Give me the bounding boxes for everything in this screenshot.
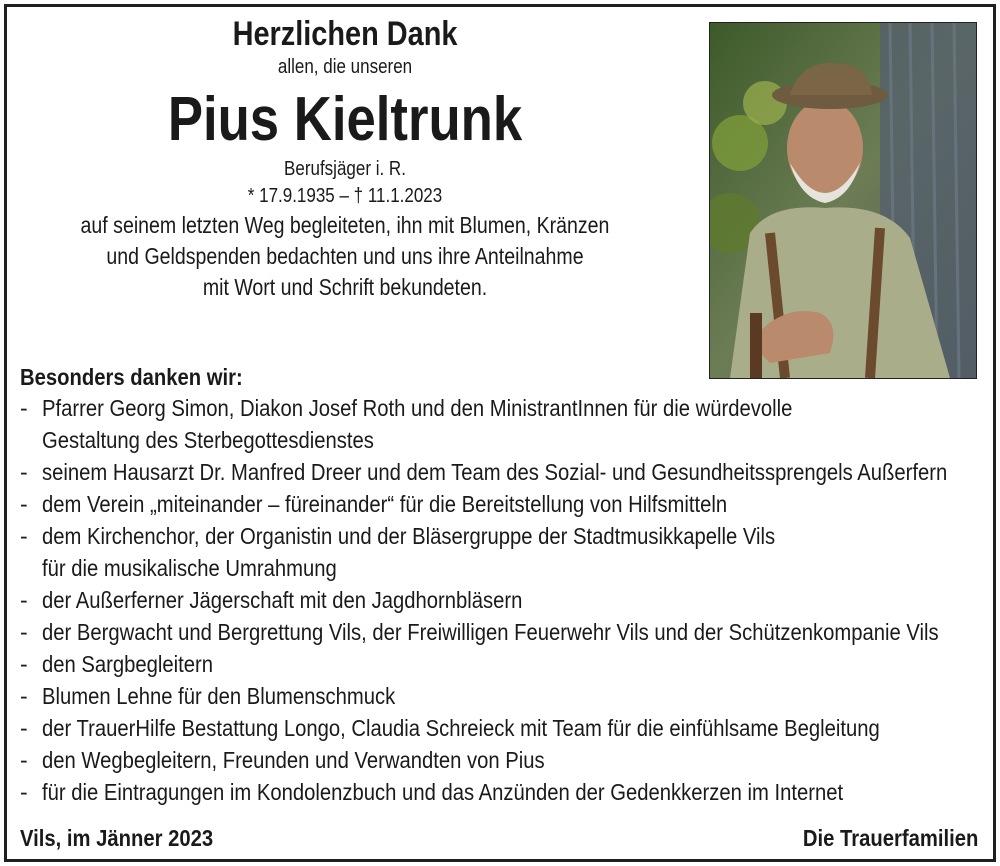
- list-item-text: [42, 648, 213, 680]
- occupation: Berufsjäger i. R.: [284, 158, 406, 180]
- list-dash: -: [20, 491, 28, 517]
- list-dash: -: [20, 651, 28, 677]
- list-dash: -: [20, 779, 28, 805]
- list-item-text: [42, 584, 522, 616]
- list-item-text: [42, 456, 947, 488]
- list-item-line: der TrauerHilfe Bestattung Longo, Claudia Schreieck mit Team für die einfühlsame Begleitung: [42, 715, 880, 741]
- list-item-line: den Wegbegleitern, Freunden und Verwandten von Pius: [42, 747, 545, 773]
- list-item-line: Gestaltung des Sterbegottesdienstes: [42, 427, 374, 453]
- list-item-text: [42, 744, 545, 776]
- list-item-text: [42, 776, 843, 808]
- signature-families: Die Trauerfamilien: [802, 825, 978, 851]
- list-item: [20, 776, 980, 808]
- list-dash: -: [20, 683, 28, 709]
- list-item: [20, 616, 980, 648]
- list-item: [20, 520, 980, 584]
- list-item-text: [42, 488, 727, 520]
- body-line-3: mit Wort und Schrift bekundeten.: [202, 274, 488, 300]
- list-item-line: dem Kirchenchor, der Organistin und der Bläsergruppe der Stadtmusikkapelle Vils: [42, 523, 776, 549]
- list-dash: -: [20, 619, 28, 645]
- list-item: [20, 744, 980, 776]
- intro-text: allen, die unseren: [277, 56, 413, 78]
- list-dash: -: [20, 459, 28, 485]
- list-item: [20, 456, 980, 488]
- list-dash: -: [20, 395, 28, 421]
- life-dates: * 17.9.1935 – † 11.1.2023: [247, 185, 443, 207]
- list-item-line: Pfarrer Georg Simon, Diakon Josef Roth und den MinistrantInnen für die würdevolle: [42, 395, 793, 421]
- list-item-line: Blumen Lehne für den Blumenschmuck: [42, 683, 396, 709]
- list-item-line: für die musikalische Umrahmung: [42, 555, 337, 581]
- deceased-name: Pius Kieltrunk: [167, 85, 523, 154]
- portrait-photo: [709, 22, 977, 379]
- list-item-line: seinem Hausarzt Dr. Manfred Dreer und dem Team des Sozial- und Gesundheitssprengels Außerfern: [42, 459, 948, 485]
- heading-thanks: Herzlichen Dank: [232, 15, 458, 53]
- list-item-text: [42, 712, 880, 744]
- list-item-line: den Sargbegleitern: [42, 651, 214, 677]
- thanks-section: [20, 362, 980, 808]
- list-item-line: der Bergwacht und Bergrettung Vils, der Freiwilligen Feuerwehr Vils und der Schützenkompanie Vils: [42, 619, 939, 645]
- list-dash: -: [20, 747, 28, 773]
- list-item-text: [42, 520, 775, 584]
- portrait-illustration: [710, 23, 976, 378]
- body-line-2: und Geldspenden bedachten und uns ihre Anteilnahme: [106, 243, 584, 269]
- list-item: [20, 680, 980, 712]
- body-line-1: auf seinem letzten Weg begleiteten, ihn mit Blumen, Kränzen: [80, 212, 610, 238]
- place-date: Vils, im Jänner 2023: [20, 825, 214, 851]
- list-item: [20, 584, 980, 616]
- list-item: [20, 648, 980, 680]
- list-item: [20, 712, 980, 744]
- list-item-text: [42, 392, 792, 456]
- list-item: [20, 488, 980, 520]
- list-item-text: [42, 680, 395, 712]
- thanks-list: [20, 392, 980, 808]
- list-item: [20, 392, 980, 456]
- list-item-line: dem Verein „miteinander – füreinander“ für die Bereitstellung von Hilfsmitteln: [42, 491, 728, 517]
- list-dash: -: [20, 523, 28, 549]
- notice-header: [0, 14, 690, 303]
- section-title: Besonders danken wir:: [20, 364, 243, 390]
- list-item-line: für die Eintragungen im Kondolenzbuch und das Anzünden der Gedenkkerzen im Internet: [42, 779, 844, 805]
- list-item-text: [42, 616, 939, 648]
- list-dash: -: [20, 715, 28, 741]
- list-dash: -: [20, 587, 28, 613]
- list-item-line: der Außerferner Jägerschaft mit den Jagdhornbläsern: [42, 587, 523, 613]
